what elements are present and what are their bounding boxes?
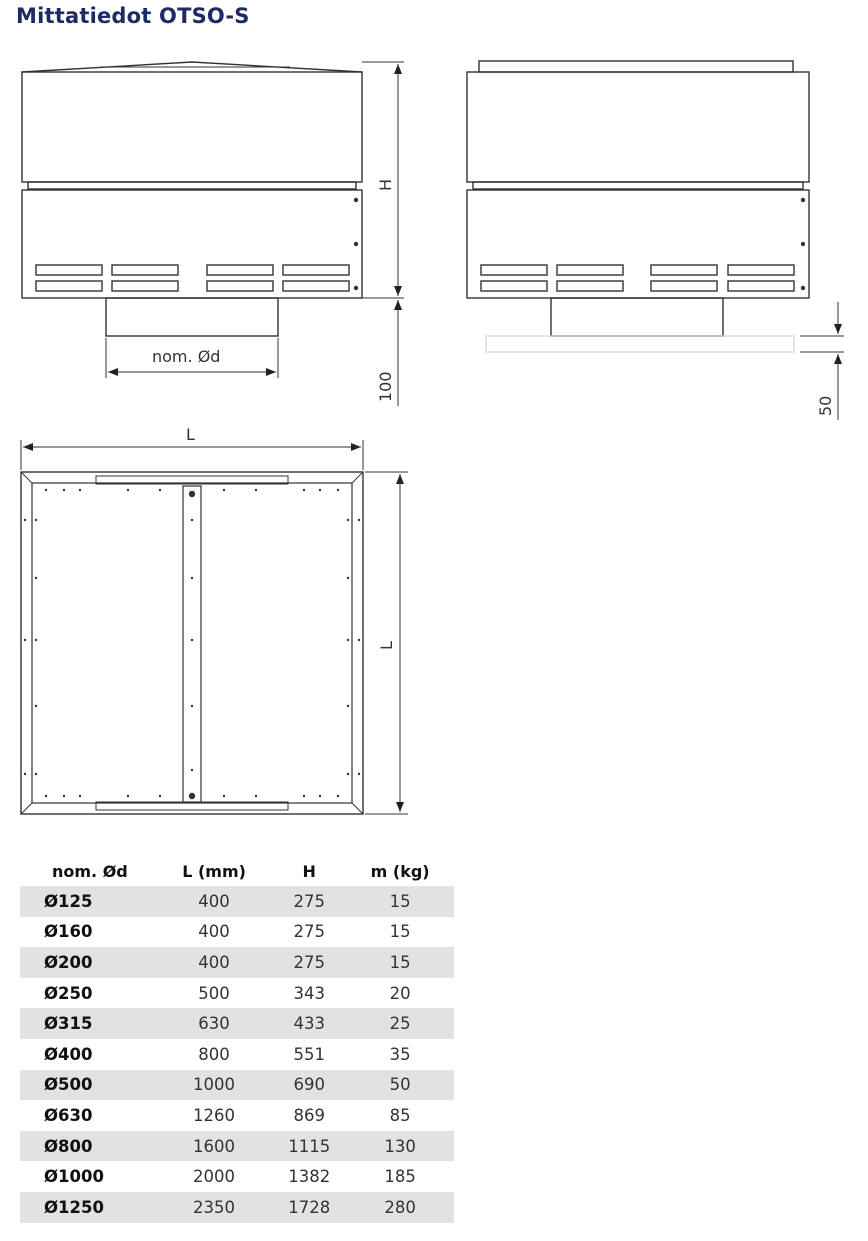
cell-length: 1000 bbox=[156, 1070, 272, 1101]
column-header: nom. Ød bbox=[52, 861, 128, 881]
table-row bbox=[20, 1008, 454, 1039]
dim-100-label: 100 bbox=[376, 371, 395, 402]
cell-diameter: Ø200 bbox=[20, 947, 156, 978]
table-row bbox=[20, 1100, 454, 1131]
cell-diameter: Ø160 bbox=[44, 922, 93, 942]
front-view-dimensions bbox=[106, 62, 404, 406]
side-view bbox=[467, 61, 809, 352]
cell-mass: 20 bbox=[389, 983, 411, 1003]
table-row bbox=[20, 947, 454, 978]
cell-mass: 50 bbox=[346, 1070, 454, 1101]
cell-height: 275 bbox=[272, 947, 346, 978]
table-header-row bbox=[20, 856, 454, 886]
cell-diameter: Ø1000 bbox=[44, 1167, 104, 1187]
table-row bbox=[20, 1070, 454, 1101]
cell-mass: 15 bbox=[346, 886, 454, 917]
dim-50-label: 50 bbox=[816, 395, 835, 416]
column-header: L (mm) bbox=[182, 861, 246, 881]
table-row bbox=[20, 1192, 454, 1223]
cell-height: 275 bbox=[293, 922, 325, 942]
cell-height: 1728 bbox=[272, 1192, 346, 1223]
cell-mass: 185 bbox=[384, 1167, 416, 1187]
table-row bbox=[20, 978, 454, 1009]
cell-length: 400 bbox=[156, 886, 272, 917]
top-view-dimensions bbox=[21, 440, 408, 814]
table-row bbox=[20, 1161, 454, 1192]
cell-diameter: Ø800 bbox=[20, 1131, 156, 1162]
cell-mass: 85 bbox=[389, 1105, 411, 1125]
table-row bbox=[20, 1039, 454, 1070]
length-side-label: L bbox=[377, 641, 396, 650]
nom-d-label: nom. Ød bbox=[152, 347, 221, 366]
cell-diameter: Ø400 bbox=[44, 1044, 93, 1064]
cell-diameter: Ø125 bbox=[20, 886, 156, 917]
cell-height: 343 bbox=[293, 983, 325, 1003]
cell-length: 800 bbox=[198, 1044, 230, 1064]
column-header: H bbox=[302, 861, 316, 881]
length-top-label: L bbox=[186, 425, 195, 444]
table-row bbox=[20, 1131, 454, 1162]
column-header: m (kg) bbox=[370, 861, 430, 881]
table-row bbox=[20, 886, 454, 917]
cell-length: 2350 bbox=[156, 1192, 272, 1223]
cell-length: 630 bbox=[156, 1008, 272, 1039]
cell-length: 400 bbox=[156, 947, 272, 978]
cell-height: 1382 bbox=[288, 1167, 331, 1187]
cell-height: 433 bbox=[272, 1008, 346, 1039]
top-view bbox=[21, 472, 363, 814]
page-title: Mittatiedot OTSO-S bbox=[16, 4, 250, 28]
cell-height: 1115 bbox=[272, 1131, 346, 1162]
cell-mass: 25 bbox=[346, 1008, 454, 1039]
table-row bbox=[20, 917, 454, 948]
cell-length: 500 bbox=[198, 983, 230, 1003]
cell-length: 400 bbox=[198, 922, 230, 942]
cell-height: 869 bbox=[293, 1105, 325, 1125]
cell-mass: 280 bbox=[346, 1192, 454, 1223]
cell-length: 1260 bbox=[193, 1105, 236, 1125]
top-view-screws bbox=[24, 489, 360, 797]
cell-diameter: Ø500 bbox=[20, 1070, 156, 1101]
dimensions-table bbox=[20, 856, 454, 1223]
front-view bbox=[22, 62, 362, 336]
height-label: H bbox=[376, 178, 395, 191]
cell-height: 551 bbox=[293, 1044, 325, 1064]
cell-diameter: Ø250 bbox=[44, 983, 93, 1003]
cell-diameter: Ø1250 bbox=[20, 1192, 156, 1223]
cell-mass: 15 bbox=[389, 922, 411, 942]
cell-mass: 35 bbox=[389, 1044, 411, 1064]
cell-diameter: Ø630 bbox=[44, 1105, 93, 1125]
cell-length: 2000 bbox=[193, 1167, 236, 1187]
cell-mass: 130 bbox=[346, 1131, 454, 1162]
cell-height: 690 bbox=[272, 1070, 346, 1101]
cell-mass: 15 bbox=[346, 947, 454, 978]
cell-height: 275 bbox=[272, 886, 346, 917]
cell-diameter: Ø315 bbox=[20, 1008, 156, 1039]
cell-length: 1600 bbox=[156, 1131, 272, 1162]
